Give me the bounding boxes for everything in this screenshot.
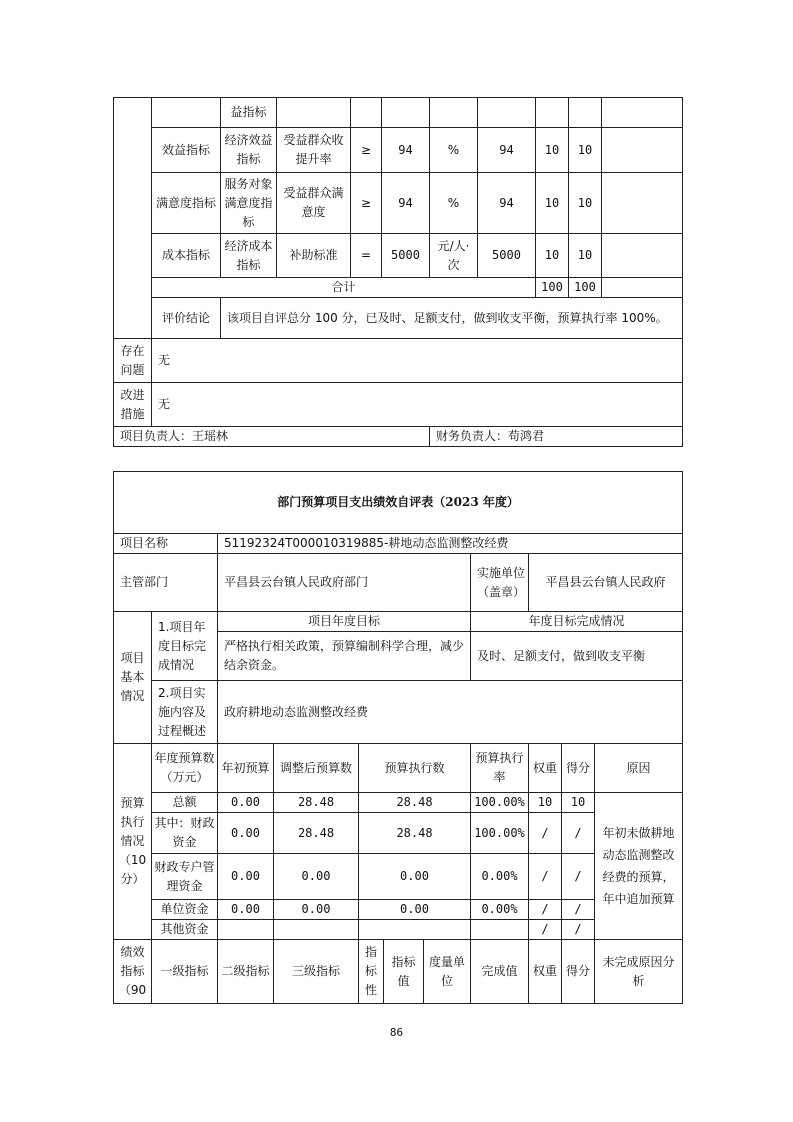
goal-label: 1.项目年度目标完成情况 xyxy=(152,612,218,681)
signature-row xyxy=(114,427,683,447)
table-row xyxy=(114,173,683,234)
basic-info-label: 项目基本情况 xyxy=(114,612,152,744)
impl-unit-label: 实施单位（盖章） xyxy=(471,554,529,612)
target-value-cell: 94 xyxy=(382,128,430,173)
budget-executed: 28.48 xyxy=(359,813,471,854)
evaluation-label: 评价结论 xyxy=(152,298,221,339)
improvements-row xyxy=(114,383,683,427)
project-lead: 项目负责人：王瑶林 xyxy=(114,427,430,447)
table-row xyxy=(114,98,683,128)
budget-weight: / xyxy=(529,900,562,920)
budget-reason: 年初未做耕地动态监测整改经费的预算，年中追加预算 xyxy=(595,793,683,940)
budget-weight: / xyxy=(529,813,562,854)
budget-row-label: 其他资金 xyxy=(152,920,218,940)
unit-cell: 元/人·次 xyxy=(430,234,478,278)
budget-score: / xyxy=(562,813,595,854)
table-row xyxy=(114,612,683,632)
budget-initial: 0.00 xyxy=(218,793,274,813)
evaluation-text: 该项目自评总分 100 分，已及时、足额支付，做到收支平衡，预算执行率 100%。 xyxy=(221,298,683,339)
impl-unit-value: 平昌县云台镇人民政府 xyxy=(529,554,683,612)
budget-adjusted xyxy=(274,920,359,940)
budget-header-executed: 预算执行数 xyxy=(359,744,471,793)
weight-cell: 10 xyxy=(536,234,569,278)
budget-row-label: 财政专户管理资金 xyxy=(152,854,218,900)
budget-header-initial: 年初预算 xyxy=(218,744,274,793)
total-weight: 100 xyxy=(536,278,569,298)
budget-initial: 0.00 xyxy=(218,900,274,920)
budget-row-total xyxy=(114,793,683,813)
budget-score: / xyxy=(562,900,595,920)
budget-row-label: 单位资金 xyxy=(152,900,218,920)
indicator-header-row xyxy=(114,940,683,1004)
unit-cell: % xyxy=(430,173,478,234)
indicator-l2-cell: 成本指标 xyxy=(152,234,221,278)
indicator-header-weight: 权重 xyxy=(529,940,562,1004)
department-value: 平昌县云台镇人民政府部门 xyxy=(218,554,471,612)
table-row xyxy=(114,234,683,278)
total-row xyxy=(114,278,683,298)
budget-row-label: 其中：财政资金 xyxy=(152,813,218,854)
indicator-name-cell: 受益群众满意度 xyxy=(277,173,351,234)
budget-executed: 0.00 xyxy=(359,900,471,920)
target-value-cell: 94 xyxy=(382,173,430,234)
goal-completion-header: 年度目标完成情况 xyxy=(471,612,683,632)
indicator-l2-cell: 效益指标 xyxy=(152,128,221,173)
operator-cell: ≥ xyxy=(351,128,382,173)
title-row xyxy=(114,472,683,534)
budget-rate: 0.00% xyxy=(471,900,529,920)
budget-header-score: 得分 xyxy=(562,744,595,793)
indicator-header-l3: 三级指标 xyxy=(274,940,359,1004)
budget-executed: 28.48 xyxy=(359,793,471,813)
table-continuation xyxy=(113,97,683,447)
budget-header-row xyxy=(114,744,683,793)
budget-weight: / xyxy=(529,854,562,900)
budget-rate xyxy=(471,920,529,940)
evaluation-row xyxy=(114,298,683,339)
department-row xyxy=(114,554,683,612)
table-row xyxy=(114,681,683,744)
content-text: 政府耕地动态监测整改经费 xyxy=(218,681,683,744)
budget-weight: / xyxy=(529,920,562,940)
target-value-cell: 5000 xyxy=(382,234,430,278)
project-name-label: 项目名称 xyxy=(114,534,218,554)
budget-adjusted: 28.48 xyxy=(274,793,359,813)
goal-completion-text: 及时、足额支付，做到收支平衡 xyxy=(471,632,683,681)
budget-rate: 0.00% xyxy=(471,854,529,900)
indicator-header-done: 完成值 xyxy=(471,940,529,1004)
score-cell: 10 xyxy=(569,234,602,278)
operator-cell: = xyxy=(351,234,382,278)
budget-adjusted: 28.48 xyxy=(274,813,359,854)
total-label: 合计 xyxy=(152,278,536,298)
table-row xyxy=(114,128,683,173)
page-title: 部门预算项目支出绩效自评表（2023 年度） xyxy=(114,472,683,534)
budget-rate: 100.00% xyxy=(471,793,529,813)
budget-adjusted: 0.00 xyxy=(274,854,359,900)
weight-cell: 10 xyxy=(536,173,569,234)
indicator-header-l1: 一级指标 xyxy=(152,940,218,1004)
budget-initial xyxy=(218,920,274,940)
weight-cell: 10 xyxy=(536,128,569,173)
score-cell: 10 xyxy=(569,128,602,173)
problems-row xyxy=(114,339,683,383)
improvements-label: 改进措施 xyxy=(114,383,152,427)
indicator-header-score: 得分 xyxy=(562,940,595,1004)
indicator-l3-cell: 服务对象满意度指标 xyxy=(221,173,277,234)
page-number: 86 xyxy=(389,1026,404,1039)
empty-cell xyxy=(114,98,152,339)
finance-lead: 财务负责人：苟鸿君 xyxy=(430,427,683,447)
budget-initial: 0.00 xyxy=(218,854,274,900)
indicator-header-l2: 二级指标 xyxy=(218,940,274,1004)
indicator-header-nature: 指标性 xyxy=(359,940,384,1004)
indicator-name-cell: 补助标准 xyxy=(277,234,351,278)
budget-weight: 10 xyxy=(529,793,562,813)
budget-initial: 0.00 xyxy=(218,813,274,854)
unit-cell: % xyxy=(430,128,478,173)
problems-label: 存在问题 xyxy=(114,339,152,383)
budget-header-amount: 年度预算数（万元） xyxy=(152,744,218,793)
indicator-l3-cell: 益指标 xyxy=(221,98,277,128)
score-cell: 10 xyxy=(569,173,602,234)
actual-value-cell: 94 xyxy=(478,173,536,234)
indicator-header-value: 指标值 xyxy=(384,940,424,1004)
budget-score: / xyxy=(562,920,595,940)
budget-header-weight: 权重 xyxy=(529,744,562,793)
performance-evaluation-table xyxy=(113,471,683,1004)
budget-rate: 100.00% xyxy=(471,813,529,854)
indicator-l3-cell: 经济效益指标 xyxy=(221,128,277,173)
budget-label: 预算执行情况（10分） xyxy=(114,744,152,940)
project-name-row xyxy=(114,534,683,554)
department-label: 主管部门 xyxy=(114,554,218,612)
annual-goal-text: 严格执行相关政策，预算编制科学合理，减少结余资金。 xyxy=(218,632,471,681)
annual-goal-header: 项目年度目标 xyxy=(218,612,471,632)
operator-cell: ≥ xyxy=(351,173,382,234)
project-name-value: 51192324T000010319885-耕地动态监测整改经费 xyxy=(218,534,683,554)
actual-value-cell: 94 xyxy=(478,128,536,173)
budget-header-reason: 原因 xyxy=(595,744,683,793)
problems-text: 无 xyxy=(152,339,683,383)
budget-header-adjusted: 调整后预算数 xyxy=(274,744,359,793)
content-label: 2.项目实施内容及过程概述 xyxy=(152,681,218,744)
indicator-label: 绩效指标（90 xyxy=(114,940,152,1004)
budget-score: 10 xyxy=(562,793,595,813)
actual-value-cell: 5000 xyxy=(478,234,536,278)
indicator-l2-cell: 满意度指标 xyxy=(152,173,221,234)
empty-cell xyxy=(152,98,221,128)
total-score: 100 xyxy=(569,278,602,298)
indicator-l3-cell: 经济成本指标 xyxy=(221,234,277,278)
indicator-header-unit: 度量单位 xyxy=(424,940,471,1004)
indicator-name-cell: 受益群众收提升率 xyxy=(277,128,351,173)
improvements-text: 无 xyxy=(152,383,683,427)
budget-executed xyxy=(359,920,471,940)
budget-header-rate: 预算执行率 xyxy=(471,744,529,793)
budget-row-label: 总额 xyxy=(152,793,218,813)
budget-adjusted: 0.00 xyxy=(274,900,359,920)
indicator-header-reason: 未完成原因分析 xyxy=(595,940,683,1004)
budget-executed: 0.00 xyxy=(359,854,471,900)
budget-score: / xyxy=(562,854,595,900)
